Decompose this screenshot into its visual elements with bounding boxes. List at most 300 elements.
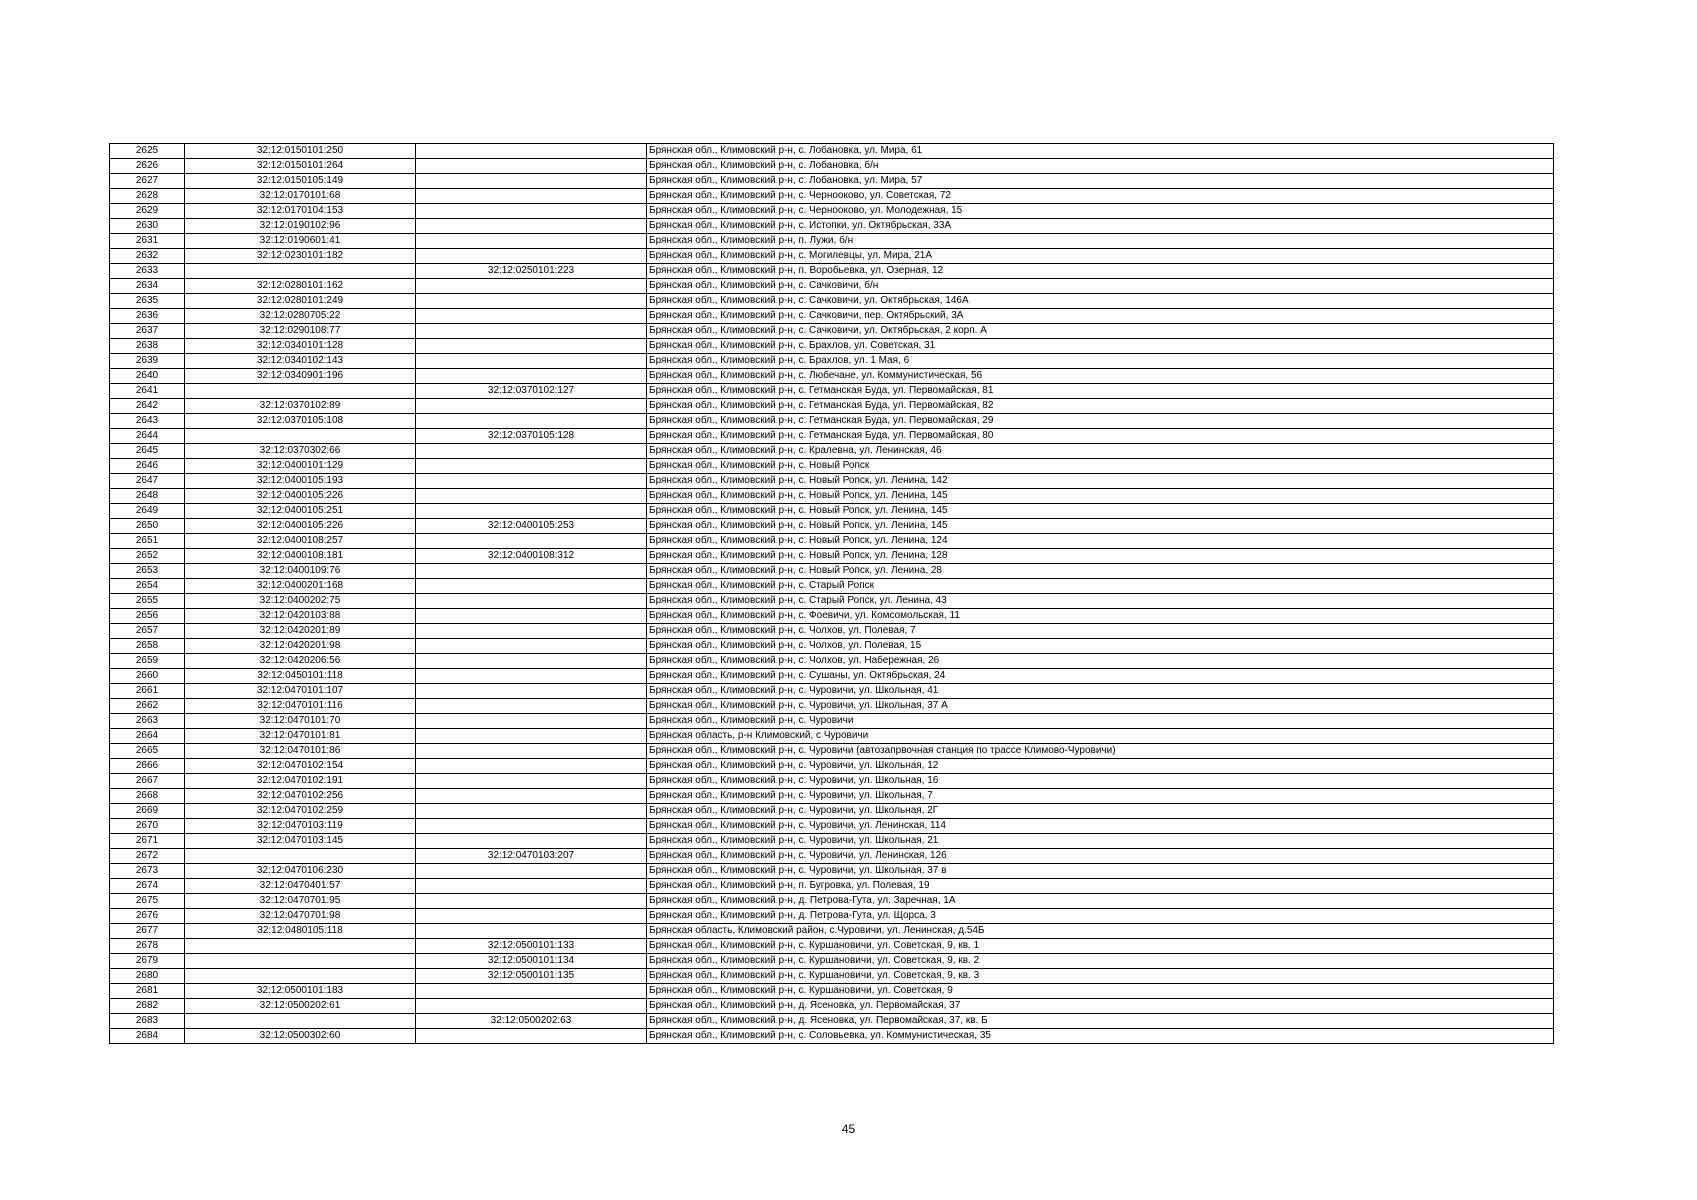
cadastral-number-secondary-cell: 32:12:0500101:134 — [416, 954, 647, 969]
table-row — [110, 324, 1554, 339]
cadastral-number-cell: 32:12:0340102:143 — [185, 354, 416, 369]
cadastral-number-secondary-cell — [416, 459, 647, 474]
cadastral-number-secondary-cell — [416, 624, 647, 639]
cadastral-number-secondary-cell: 32:12:0500202:63 — [416, 1014, 647, 1029]
row-number-cell: 2673 — [110, 864, 185, 879]
cadastral-number-cell: 32:12:0400105:251 — [185, 504, 416, 519]
table-row — [110, 264, 1554, 279]
table-row — [110, 849, 1554, 864]
cadastral-number-cell: 32:12:0400105:193 — [185, 474, 416, 489]
cadastral-number-cell: 32:12:0400105:226 — [185, 489, 416, 504]
table-row — [110, 429, 1554, 444]
row-number-cell: 2662 — [110, 699, 185, 714]
row-number-cell: 2666 — [110, 759, 185, 774]
row-number-cell: 2639 — [110, 354, 185, 369]
row-number-cell: 2651 — [110, 534, 185, 549]
address-cell: Брянская обл., Климовский р-н, с. Соловьевка, ул. Коммунистическая, 35 — [647, 1029, 1554, 1044]
cadastral-number-cell — [185, 969, 416, 984]
row-number-cell: 2630 — [110, 219, 185, 234]
cadastral-number-secondary-cell — [416, 474, 647, 489]
address-cell: Брянская обл., Климовский р-н, с. Брахлов, ул. Советская, 31 — [647, 339, 1554, 354]
address-cell: Брянская обл., Климовский р-н, с. Гетманская Буда, ул. Первомайская, 80 — [647, 429, 1554, 444]
address-cell: Брянская обл., Климовский р-н, с. Чуровичи, ул. Школьная, 41 — [647, 684, 1554, 699]
address-cell: Брянская обл., Климовский р-н, с. Новый Ропск, ул. Ленина, 145 — [647, 489, 1554, 504]
table-row — [110, 834, 1554, 849]
cadastral-number-cell: 32:12:0150101:250 — [185, 144, 416, 159]
cadastral-number-secondary-cell — [416, 339, 647, 354]
cadastral-number-cell: 32:12:0470103:145 — [185, 834, 416, 849]
cadastral-number-cell — [185, 264, 416, 279]
table-row — [110, 1029, 1554, 1044]
row-number-cell: 2664 — [110, 729, 185, 744]
table-row — [110, 909, 1554, 924]
row-number-cell: 2625 — [110, 144, 185, 159]
address-cell: Брянская обл., Климовский р-н, с. Чернооково, ул. Молодежная, 15 — [647, 204, 1554, 219]
address-cell: Брянская обл., Климовский р-н, с. Чуровичи, ул. Школьная, 16 — [647, 774, 1554, 789]
row-number-cell: 2652 — [110, 549, 185, 564]
cadastral-number-cell — [185, 954, 416, 969]
table-row — [110, 354, 1554, 369]
cadastral-number-secondary-cell — [416, 834, 647, 849]
address-cell: Брянская обл., Климовский р-н, с. Чернооково, ул. Советская, 72 — [647, 189, 1554, 204]
address-cell: Брянская обл., Климовский р-н, с. Чуровичи (автозапрвочная станция по трассе Климово-Чуровичи) — [647, 744, 1554, 759]
cadastral-number-cell: 32:12:0190601:41 — [185, 234, 416, 249]
cadastral-number-secondary-cell: 32:12:0400108:312 — [416, 549, 647, 564]
table-row — [110, 864, 1554, 879]
table-row — [110, 189, 1554, 204]
table-row — [110, 804, 1554, 819]
cadastral-number-cell: 32:12:0370102:89 — [185, 399, 416, 414]
cadastral-number-cell: 32:12:0150105:149 — [185, 174, 416, 189]
cadastral-number-secondary-cell — [416, 489, 647, 504]
cadastral-number-secondary-cell — [416, 729, 647, 744]
cadastral-number-secondary-cell — [416, 699, 647, 714]
row-number-cell: 2627 — [110, 174, 185, 189]
address-cell: Брянская обл., Климовский р-н, п. Бугровка, ул. Полевая, 19 — [647, 879, 1554, 894]
cadastral-number-cell: 32:12:0470102:259 — [185, 804, 416, 819]
cadastral-number-secondary-cell — [416, 594, 647, 609]
address-cell: Брянская обл., Климовский р-н, с. Чуровичи, ул. Ленинская, 114 — [647, 819, 1554, 834]
address-cell: Брянская обл., Климовский р-н, п. Лужи, б/н — [647, 234, 1554, 249]
address-cell: Брянская обл., Климовский р-н, с. Могилевцы, ул. Мира, 21А — [647, 249, 1554, 264]
cadastral-number-secondary-cell — [416, 984, 647, 999]
address-cell: Брянская обл., Климовский р-н, с. Куршановичи, ул. Советская, 9, кв. 1 — [647, 939, 1554, 954]
cadastral-number-cell — [185, 429, 416, 444]
cadastral-number-cell: 32:12:0420103:88 — [185, 609, 416, 624]
row-number-cell: 2645 — [110, 444, 185, 459]
table-row — [110, 399, 1554, 414]
cadastral-number-cell: 32:12:0400201:168 — [185, 579, 416, 594]
table-row — [110, 639, 1554, 654]
address-cell: Брянская обл., Климовский р-н, с. Чуровичи, ул. Школьная, 2Г — [647, 804, 1554, 819]
address-cell: Брянская обл., Климовский р-н, с. Любечане, ул. Коммунистическая, 56 — [647, 369, 1554, 384]
cadastral-number-secondary-cell — [416, 234, 647, 249]
cadastral-number-secondary-cell — [416, 639, 647, 654]
address-cell: Брянская обл., Климовский р-н, с. Новый Ропск, ул. Ленина, 145 — [647, 519, 1554, 534]
table-row — [110, 984, 1554, 999]
cadastral-number-secondary-cell — [416, 999, 647, 1014]
cadastral-number-secondary-cell — [416, 879, 647, 894]
cadastral-number-secondary-cell: 32:12:0470103:207 — [416, 849, 647, 864]
address-cell: Брянская обл., Климовский р-н, с. Гетманская Буда, ул. Первомайская, 81 — [647, 384, 1554, 399]
cadastral-number-cell — [185, 1014, 416, 1029]
row-number-cell: 2663 — [110, 714, 185, 729]
cadastral-number-secondary-cell — [416, 189, 647, 204]
cadastral-number-cell: 32:12:0420201:98 — [185, 639, 416, 654]
row-number-cell: 2655 — [110, 594, 185, 609]
row-number-cell: 2676 — [110, 909, 185, 924]
cadastral-number-cell: 32:12:0470401:57 — [185, 879, 416, 894]
table-row — [110, 594, 1554, 609]
row-number-cell: 2642 — [110, 399, 185, 414]
address-cell: Брянская обл., Климовский р-н, с. Лобановка, б/н — [647, 159, 1554, 174]
cadastral-number-cell: 32:12:0280101:162 — [185, 279, 416, 294]
cadastral-number-secondary-cell — [416, 579, 647, 594]
cadastral-number-secondary-cell — [416, 819, 647, 834]
table-row — [110, 279, 1554, 294]
table-row — [110, 339, 1554, 354]
row-number-cell: 2633 — [110, 264, 185, 279]
row-number-cell: 2658 — [110, 639, 185, 654]
row-number-cell: 2674 — [110, 879, 185, 894]
row-number-cell: 2670 — [110, 819, 185, 834]
address-cell: Брянская обл., Климовский р-н, с. Новый Ропск, ул. Ленина, 145 — [647, 504, 1554, 519]
table-row — [110, 204, 1554, 219]
address-cell: Брянская обл., Климовский р-н, с. Новый Ропск, ул. Ленина, 142 — [647, 474, 1554, 489]
table-row — [110, 159, 1554, 174]
cadastral-number-cell — [185, 384, 416, 399]
cadastral-number-cell: 32:12:0280101:249 — [185, 294, 416, 309]
cadastral-number-cell: 32:12:0470701:98 — [185, 909, 416, 924]
cadastral-number-secondary-cell: 32:12:0400105:253 — [416, 519, 647, 534]
address-cell: Брянская обл., Климовский р-н, с. Сачковичи, ул. Октябрьская, 2 корп. А — [647, 324, 1554, 339]
cadastral-number-cell: 32:12:0470106:230 — [185, 864, 416, 879]
table-row — [110, 879, 1554, 894]
cadastral-number-cell: 32:12:0470101:86 — [185, 744, 416, 759]
cadastral-number-secondary-cell — [416, 369, 647, 384]
cadastral-number-cell: 32:12:0420201:89 — [185, 624, 416, 639]
cadastral-number-secondary-cell: 32:12:0250101:223 — [416, 264, 647, 279]
address-cell: Брянская обл., Климовский р-н, д. Петрова-Гута, ул. Щорса, 3 — [647, 909, 1554, 924]
row-number-cell: 2657 — [110, 624, 185, 639]
table-row — [110, 384, 1554, 399]
address-cell: Брянская обл., Климовский р-н, с. Сачковичи, б/н — [647, 279, 1554, 294]
table-row — [110, 759, 1554, 774]
address-cell: Брянская обл., Климовский р-н, д. Ясеновка, ул. Первомайская, 37 — [647, 999, 1554, 1014]
table-row — [110, 549, 1554, 564]
table-row — [110, 894, 1554, 909]
cadastral-number-cell: 32:12:0280705:22 — [185, 309, 416, 324]
address-cell: Брянская обл., Климовский р-н, с. Лобановка, ул. Мира, 61 — [647, 144, 1554, 159]
table-row — [110, 459, 1554, 474]
address-cell: Брянская обл., Климовский р-н, с. Чуровичи, ул. Школьная, 37 в — [647, 864, 1554, 879]
address-cell: Брянская обл., Климовский р-н, с. Новый Ропск, ул. Ленина, 28 — [647, 564, 1554, 579]
row-number-cell: 2668 — [110, 789, 185, 804]
cadastral-number-cell: 32:12:0340101:128 — [185, 339, 416, 354]
cadastral-number-cell: 32:12:0470101:81 — [185, 729, 416, 744]
table-row — [110, 564, 1554, 579]
cadastral-number-secondary-cell — [416, 204, 647, 219]
address-cell: Брянская обл., Климовский р-н, с. Старый Ропск, ул. Ленина, 43 — [647, 594, 1554, 609]
cadastral-number-secondary-cell — [416, 354, 647, 369]
cadastral-number-secondary-cell — [416, 219, 647, 234]
table-row — [110, 174, 1554, 189]
cadastral-number-secondary-cell — [416, 759, 647, 774]
row-number-cell: 2635 — [110, 294, 185, 309]
row-number-cell: 2634 — [110, 279, 185, 294]
cadastral-number-cell: 32:12:0150101:264 — [185, 159, 416, 174]
table-row — [110, 489, 1554, 504]
table-row — [110, 444, 1554, 459]
table-row — [110, 969, 1554, 984]
table-row — [110, 369, 1554, 384]
row-number-cell: 2644 — [110, 429, 185, 444]
row-number-cell: 2648 — [110, 489, 185, 504]
row-number-cell: 2660 — [110, 669, 185, 684]
cadastral-number-secondary-cell: 32:12:0500101:135 — [416, 969, 647, 984]
cadastral-number-cell: 32:12:0470101:107 — [185, 684, 416, 699]
row-number-cell: 2671 — [110, 834, 185, 849]
cadastral-number-secondary-cell — [416, 504, 647, 519]
row-number-cell: 2646 — [110, 459, 185, 474]
row-number-cell: 2667 — [110, 774, 185, 789]
cadastral-number-cell: 32:12:0450101:118 — [185, 669, 416, 684]
row-number-cell: 2656 — [110, 609, 185, 624]
table-row — [110, 504, 1554, 519]
address-cell: Брянская обл., Климовский р-н, с. Чуровичи, ул. Школьная, 37 А — [647, 699, 1554, 714]
cadastral-number-cell: 32:12:0500202:61 — [185, 999, 416, 1014]
cadastral-number-cell: 32:12:0230101:182 — [185, 249, 416, 264]
address-cell: Брянская обл., Климовский р-н, с. Гетманская Буда, ул. Первомайская, 82 — [647, 399, 1554, 414]
cadastral-number-secondary-cell: 32:12:0370102:127 — [416, 384, 647, 399]
cadastral-number-secondary-cell — [416, 669, 647, 684]
address-cell: Брянская обл., Климовский р-н, с. Старый Ропск — [647, 579, 1554, 594]
address-cell: Брянская обл., Климовский р-н, с. Чолхов, ул. Полевая, 15 — [647, 639, 1554, 654]
address-cell: Брянская обл., Климовский р-н, с. Новый Ропск, ул. Ленина, 124 — [647, 534, 1554, 549]
cadastral-number-secondary-cell: 32:12:0500101:133 — [416, 939, 647, 954]
cadastral-number-secondary-cell — [416, 744, 647, 759]
table-row — [110, 729, 1554, 744]
page-number: 45 — [841, 1122, 856, 1136]
table-row — [110, 789, 1554, 804]
table-row — [110, 954, 1554, 969]
cadastral-number-secondary-cell — [416, 324, 647, 339]
row-number-cell: 2683 — [110, 1014, 185, 1029]
row-number-cell: 2650 — [110, 519, 185, 534]
cadastral-number-cell: 32:12:0470101:70 — [185, 714, 416, 729]
address-cell: Брянская область, Климовский район, с.Чуровичи, ул. Ленинская, д.54Б — [647, 924, 1554, 939]
cadastral-number-secondary-cell — [416, 279, 647, 294]
cadastral-number-cell: 32:12:0470102:154 — [185, 759, 416, 774]
row-number-cell: 2661 — [110, 684, 185, 699]
registry-table-body — [110, 144, 1554, 1044]
cadastral-number-secondary-cell — [416, 144, 647, 159]
row-number-cell: 2677 — [110, 924, 185, 939]
cadastral-number-secondary-cell — [416, 789, 647, 804]
address-cell: Брянская обл., Климовский р-н, с. Кралевна, ул. Ленинская, 46 — [647, 444, 1554, 459]
row-number-cell: 2669 — [110, 804, 185, 819]
table-row — [110, 309, 1554, 324]
cadastral-number-cell: 32:12:0400202:75 — [185, 594, 416, 609]
address-cell: Брянская обл., Климовский р-н, с. Чуровичи, ул. Школьная, 7 — [647, 789, 1554, 804]
table-row — [110, 669, 1554, 684]
cadastral-number-cell: 32:12:0470701:95 — [185, 894, 416, 909]
table-row — [110, 519, 1554, 534]
row-number-cell: 2665 — [110, 744, 185, 759]
cadastral-number-cell: 32:12:0400108:257 — [185, 534, 416, 549]
row-number-cell: 2678 — [110, 939, 185, 954]
table-row — [110, 819, 1554, 834]
address-cell: Брянская область, р-н Климовский, с Чуровичи — [647, 729, 1554, 744]
row-number-cell: 2631 — [110, 234, 185, 249]
row-number-cell: 2641 — [110, 384, 185, 399]
cadastral-number-secondary-cell — [416, 564, 647, 579]
cadastral-number-secondary-cell — [416, 894, 647, 909]
table-row — [110, 249, 1554, 264]
cadastral-number-cell: 32:12:0170101:68 — [185, 189, 416, 204]
table-row — [110, 219, 1554, 234]
cadastral-number-secondary-cell — [416, 924, 647, 939]
row-number-cell: 2681 — [110, 984, 185, 999]
row-number-cell: 2682 — [110, 999, 185, 1014]
table-row — [110, 699, 1554, 714]
cadastral-number-secondary-cell — [416, 399, 647, 414]
cadastral-number-secondary-cell — [416, 159, 647, 174]
cadastral-number-cell: 32:12:0420206:56 — [185, 654, 416, 669]
cadastral-number-secondary-cell — [416, 609, 647, 624]
address-cell: Брянская обл., Климовский р-н, с. Чуровичи, ул. Школьная, 21 — [647, 834, 1554, 849]
cadastral-number-secondary-cell — [416, 654, 647, 669]
row-number-cell: 2672 — [110, 849, 185, 864]
cadastral-number-secondary-cell — [416, 414, 647, 429]
row-number-cell: 2638 — [110, 339, 185, 354]
cadastral-number-secondary-cell — [416, 909, 647, 924]
row-number-cell: 2649 — [110, 504, 185, 519]
address-cell: Брянская обл., Климовский р-н, с. Чолхов, ул. Набережная, 26 — [647, 654, 1554, 669]
cadastral-number-secondary-cell — [416, 804, 647, 819]
row-number-cell: 2628 — [110, 189, 185, 204]
address-cell: Брянская обл., Климовский р-н, с. Чуровичи, ул. Школьная, 12 — [647, 759, 1554, 774]
cadastral-number-cell — [185, 849, 416, 864]
address-cell: Брянская обл., Климовский р-н, с. Новый Ропск, ул. Ленина, 128 — [647, 549, 1554, 564]
cadastral-number-cell: 32:12:0400109:76 — [185, 564, 416, 579]
address-cell: Брянская обл., Климовский р-н, с. Чолхов, ул. Полевая, 7 — [647, 624, 1554, 639]
address-cell: Брянская обл., Климовский р-н, с. Новый Ропск — [647, 459, 1554, 474]
row-number-cell: 2680 — [110, 969, 185, 984]
cadastral-number-secondary-cell — [416, 444, 647, 459]
table-row — [110, 654, 1554, 669]
cadastral-number-cell: 32:12:0470102:191 — [185, 774, 416, 789]
cadastral-number-cell: 32:12:0400101:129 — [185, 459, 416, 474]
cadastral-number-cell: 32:12:0470102:256 — [185, 789, 416, 804]
row-number-cell: 2640 — [110, 369, 185, 384]
address-cell: Брянская обл., Климовский р-н, с. Сачковичи, пер. Октябрьский, 3А — [647, 309, 1554, 324]
row-number-cell: 2632 — [110, 249, 185, 264]
row-number-cell: 2659 — [110, 654, 185, 669]
row-number-cell: 2636 — [110, 309, 185, 324]
address-cell: Брянская обл., Климовский р-н, д. Ясеновка, ул. Первомайская, 37, кв. Б — [647, 1014, 1554, 1029]
address-cell: Брянская обл., Климовский р-н, с. Сушаны, ул. Октябрьская, 24 — [647, 669, 1554, 684]
address-cell: Брянская обл., Климовский р-н, с. Чуровичи — [647, 714, 1554, 729]
address-cell: Брянская обл., Климовский р-н, д. Петрова-Гута, ул. Заречная, 1А — [647, 894, 1554, 909]
registry-table — [109, 143, 1554, 1044]
cadastral-number-secondary-cell — [416, 174, 647, 189]
table-row — [110, 414, 1554, 429]
address-cell: Брянская обл., Климовский р-н, п. Воробьевка, ул. Озерная, 12 — [647, 264, 1554, 279]
cadastral-number-cell: 32:12:0470101:116 — [185, 699, 416, 714]
table-row — [110, 534, 1554, 549]
table-row — [110, 234, 1554, 249]
table-row — [110, 714, 1554, 729]
cadastral-number-cell: 32:12:0290108:77 — [185, 324, 416, 339]
cadastral-number-cell: 32:12:0470103:119 — [185, 819, 416, 834]
cadastral-number-cell: 32:12:0480105:118 — [185, 924, 416, 939]
cadastral-number-secondary-cell — [416, 774, 647, 789]
table-row — [110, 294, 1554, 309]
address-cell: Брянская обл., Климовский р-н, с. Гетманская Буда, ул. Первомайская, 29 — [647, 414, 1554, 429]
cadastral-number-cell: 32:12:0400108:181 — [185, 549, 416, 564]
address-cell: Брянская обл., Климовский р-н, с. Сачковичи, ул. Октябрьская, 146А — [647, 294, 1554, 309]
cadastral-number-cell: 32:12:0500101:183 — [185, 984, 416, 999]
table-row — [110, 999, 1554, 1014]
address-cell: Брянская обл., Климовский р-н, с. Куршановичи, ул. Советская, 9, кв. 2 — [647, 954, 1554, 969]
table-row — [110, 1014, 1554, 1029]
cadastral-number-cell — [185, 939, 416, 954]
table-row — [110, 579, 1554, 594]
row-number-cell: 2679 — [110, 954, 185, 969]
row-number-cell: 2654 — [110, 579, 185, 594]
row-number-cell: 2637 — [110, 324, 185, 339]
cadastral-number-cell: 32:12:0170104:153 — [185, 204, 416, 219]
table-row — [110, 774, 1554, 789]
cadastral-number-cell: 32:12:0190102:96 — [185, 219, 416, 234]
table-row — [110, 144, 1554, 159]
table-row — [110, 624, 1554, 639]
address-cell: Брянская обл., Климовский р-н, с. Лобановка, ул. Мира, 57 — [647, 174, 1554, 189]
row-number-cell: 2626 — [110, 159, 185, 174]
cadastral-number-secondary-cell — [416, 294, 647, 309]
table-row — [110, 744, 1554, 759]
cadastral-number-secondary-cell — [416, 309, 647, 324]
cadastral-number-secondary-cell — [416, 864, 647, 879]
table-row — [110, 474, 1554, 489]
cadastral-number-secondary-cell — [416, 1029, 647, 1044]
cadastral-number-cell: 32:12:0340901:196 — [185, 369, 416, 384]
row-number-cell: 2643 — [110, 414, 185, 429]
table-row — [110, 684, 1554, 699]
address-cell: Брянская обл., Климовский р-н, с. Фоевичи, ул. Комсомольская, 11 — [647, 609, 1554, 624]
cadastral-number-secondary-cell: 32:12:0370105:128 — [416, 429, 647, 444]
cadastral-number-cell: 32:12:0370302:66 — [185, 444, 416, 459]
address-cell: Брянская обл., Климовский р-н, с. Куршановичи, ул. Советская, 9, кв. 3 — [647, 969, 1554, 984]
row-number-cell: 2675 — [110, 894, 185, 909]
cadastral-number-secondary-cell — [416, 249, 647, 264]
table-row — [110, 939, 1554, 954]
table-row — [110, 924, 1554, 939]
row-number-cell: 2684 — [110, 1029, 185, 1044]
address-cell: Брянская обл., Климовский р-н, с. Брахлов, ул. 1 Мая, 6 — [647, 354, 1554, 369]
address-cell: Брянская обл., Климовский р-н, с. Истопки, ул. Октябрьская, 33А — [647, 219, 1554, 234]
address-cell: Брянская обл., Климовский р-н, с. Куршановичи, ул. Советская, 9 — [647, 984, 1554, 999]
row-number-cell: 2653 — [110, 564, 185, 579]
cadastral-number-secondary-cell — [416, 534, 647, 549]
table-row — [110, 609, 1554, 624]
cadastral-number-cell: 32:12:0400105:226 — [185, 519, 416, 534]
cadastral-number-secondary-cell — [416, 714, 647, 729]
cadastral-number-cell: 32:12:0370105:108 — [185, 414, 416, 429]
cadastral-number-cell: 32:12:0500302:60 — [185, 1029, 416, 1044]
cadastral-number-secondary-cell — [416, 684, 647, 699]
